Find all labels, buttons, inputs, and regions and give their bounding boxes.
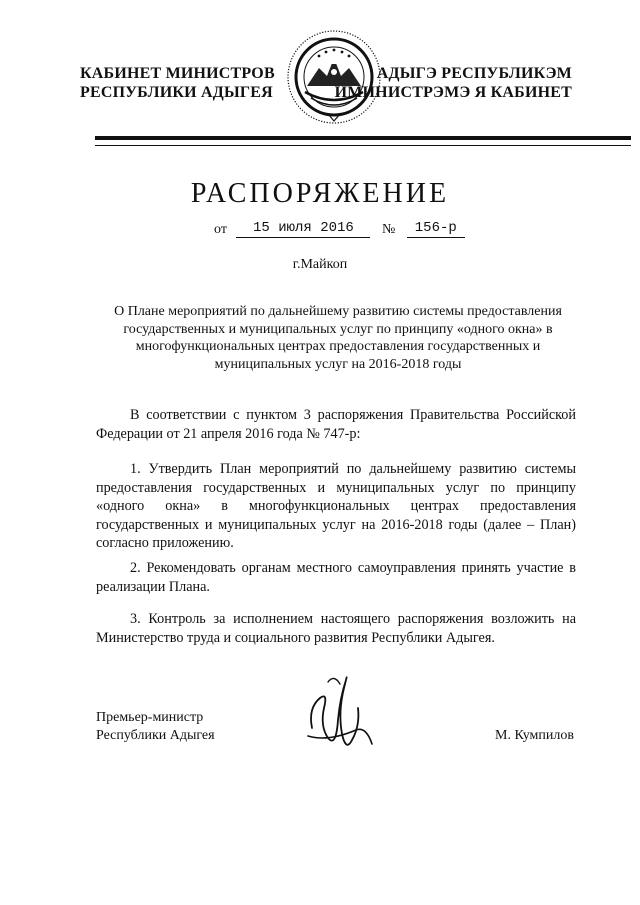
header-left-line2: РЕСПУБЛИКИ АДЫГЕЯ bbox=[80, 84, 273, 101]
preamble-first-line: В соответствии с пунктом 3 распоряжения Правительства Российской bbox=[130, 407, 576, 423]
item-3-rest: Министерство труда и социального развития Республики Адыгея. bbox=[96, 629, 495, 646]
item-1-paragraph bbox=[96, 460, 576, 553]
city: г.Майкоп bbox=[292, 257, 348, 272]
preamble-paragraph bbox=[96, 406, 576, 443]
signatory-position bbox=[96, 709, 215, 745]
signatory-position-line2: Республики Адыгея bbox=[96, 728, 215, 743]
header-divider-thick bbox=[95, 136, 631, 140]
item-1-last: согласно приложению. bbox=[96, 535, 234, 551]
subject-line: многофункциональных центрах предоставления государственных и bbox=[135, 339, 541, 354]
item-1-rest: предоставления государственных и муниципальных услуг по принципу «одного окна» в многофункциональных центрах предоставления государственных и муниципальных услуг на 2016-2018 годы (далее – План) bbox=[96, 479, 576, 533]
number-prefix: № bbox=[381, 222, 396, 237]
subject-line: муниципальных услуг на 2016-2018 годы bbox=[214, 356, 462, 372]
item-2-first-line: 2. Рекомендовать органам местного самоуправления принять участие в bbox=[130, 560, 576, 576]
document-title: РАСПОРЯЖЕНИЕ bbox=[190, 178, 450, 209]
document-number: 156-р bbox=[407, 220, 465, 238]
header-left-line1: КАБИНЕТ МИНИСТРОВ bbox=[80, 65, 275, 82]
item-2-paragraph bbox=[96, 559, 576, 596]
handwritten-signature-icon bbox=[298, 668, 376, 758]
item-3-first-line: 3. Контроль за исполнением настоящего распоряжения возложить на bbox=[130, 611, 576, 627]
header-right-line2: ИМИНИСТРЭМЭ Я КАБИНЕТ bbox=[334, 84, 572, 101]
date-prefix: от bbox=[214, 222, 227, 237]
signatory-position-line1: Премьер-министр bbox=[96, 710, 204, 725]
signatory-name: М. Кумпилов bbox=[495, 728, 574, 743]
item-2-rest: реализации Плана. bbox=[96, 578, 210, 595]
date-number-line bbox=[214, 220, 465, 242]
document-subject bbox=[96, 303, 580, 373]
item-3-paragraph bbox=[96, 610, 576, 647]
header-divider-thin bbox=[95, 145, 631, 146]
header-left bbox=[80, 64, 275, 102]
preamble-rest: Федерации от 21 апреля 2016 года № 747-р: bbox=[96, 425, 361, 442]
item-1-first-line: 1. Утвердить План мероприятий по дальнейшему развитию системы bbox=[130, 461, 576, 477]
document-date: 15 июля 2016 bbox=[236, 220, 370, 238]
subject-line: О Плане мероприятий по дальнейшему развитию системы предоставления bbox=[114, 304, 562, 319]
header-right-line1: АДЫГЭ РЕСПУБЛИКЭМ bbox=[376, 65, 572, 82]
header-right bbox=[335, 64, 572, 102]
subject-line: государственных и муниципальных услуг по принципу «одного окна» в bbox=[123, 321, 553, 337]
